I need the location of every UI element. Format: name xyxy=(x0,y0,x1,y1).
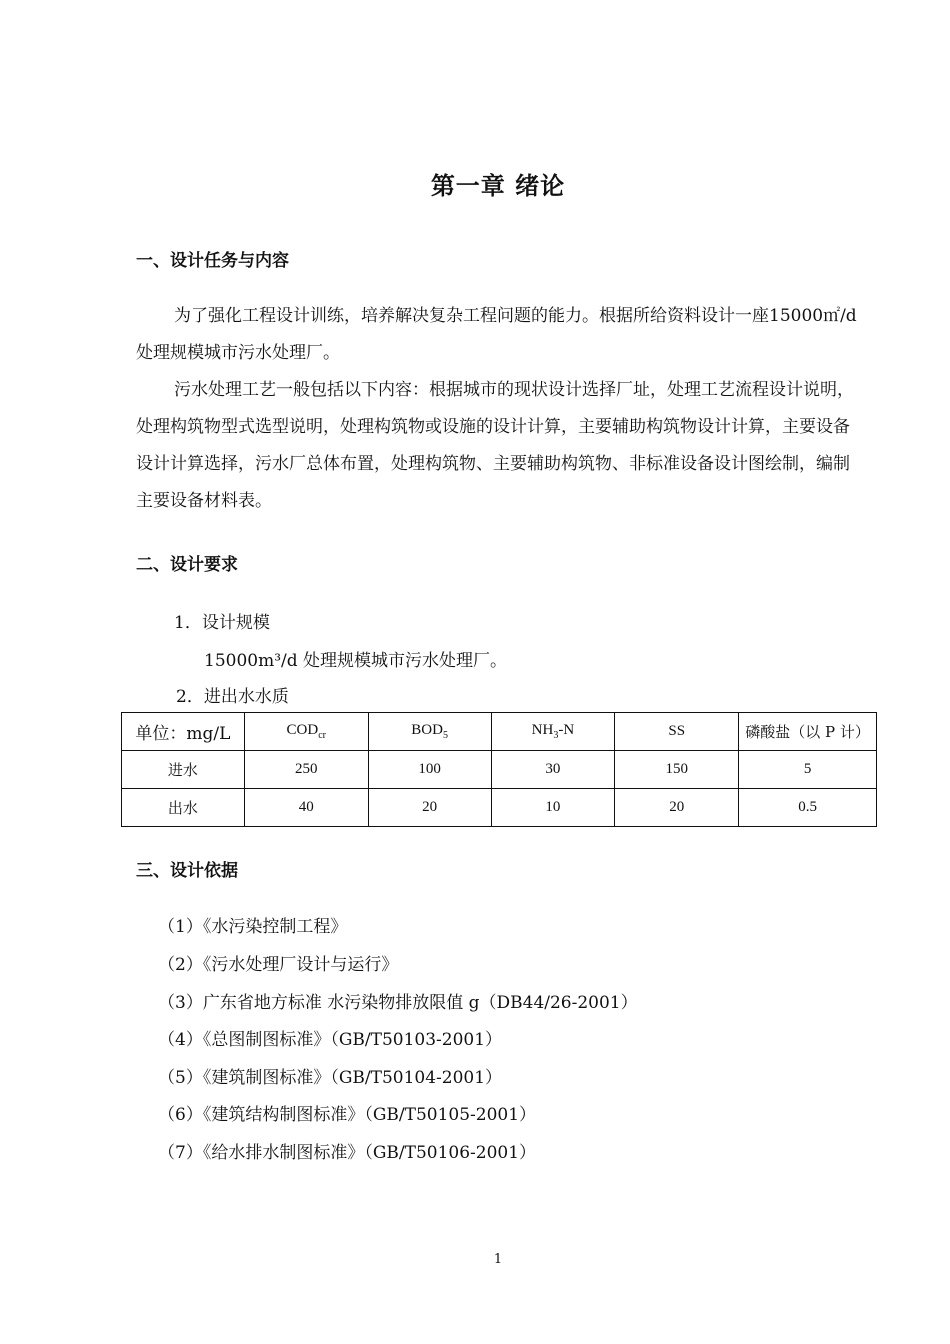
table-header-cod: $COD_{cr}$ xyxy=(244,713,368,751)
table-row xyxy=(122,789,877,827)
section-heading-requirements: 二、设计要求 xyxy=(136,555,238,575)
table-cell: 20 xyxy=(615,789,739,827)
table-cell: 20 xyxy=(368,789,491,827)
reference-item: （1）《水污染控制工程》 xyxy=(158,917,348,937)
requirement-scale-text: 15000m³/d 处理规模城市污水处理厂。 xyxy=(204,651,508,671)
reference-item: （7）《给水排水制图标准》（GB/T50106-2001） xyxy=(158,1143,537,1163)
table-header-ss: SS xyxy=(615,713,739,751)
table-cell: 40 xyxy=(244,789,368,827)
section-heading-basis: 三、设计依据 xyxy=(136,861,238,881)
table-row-label: 出水 xyxy=(122,789,245,827)
requirement-water-quality-title: 2．进出水水质 xyxy=(176,687,289,707)
reference-item: （6）《建筑结构制图标准》（GB/T50105-2001） xyxy=(158,1105,537,1125)
reference-item: （5）《建筑制图标准》（GB/T50104-2001） xyxy=(158,1068,503,1088)
table-header-row xyxy=(122,713,877,751)
water-quality-table xyxy=(121,712,877,827)
reference-item: （2）《污水处理厂设计与运行》 xyxy=(158,955,399,975)
requirement-scale-title: 1．设计规模 xyxy=(174,613,270,633)
paragraph-task-content xyxy=(136,372,860,520)
paragraph-text: 为了强化工程设计训练，培养解决复杂工程问题的能力。根据所给资料设计一座15000㎡/d 处理规模城市污水处理厂。 xyxy=(136,306,857,363)
table-cell: 100 xyxy=(368,751,491,789)
table-cell: 10 xyxy=(491,789,615,827)
table-unit-cell: 单位：mg/L xyxy=(122,713,245,751)
reference-item: （4）《总图制图标准》（GB/T50103-2001） xyxy=(158,1030,503,1050)
table-cell: 0.5 xyxy=(739,789,877,827)
table-row-label: 进水 xyxy=(122,751,245,789)
chapter-title: 第一章 绪论 xyxy=(430,172,566,200)
table-cell: 150 xyxy=(615,751,739,789)
table-row xyxy=(122,751,877,789)
section-heading-task: 一、设计任务与内容 xyxy=(136,251,289,271)
paragraph-text: 污水处理工艺一般包括以下内容：根据城市的现状设计选择厂址，处理工艺流程设计说明，处理构筑物型式选型说明，处理构筑物或设施的设计计算，主要辅助构筑物设计计算，主要设备设计计算选择，污水厂总体布置，处理构筑物、主要辅助构筑物、非标准设备设计图绘制，编制主要设备材料表。 xyxy=(136,380,854,511)
table-cell: 250 xyxy=(244,751,368,789)
table-header-phosphate: 磷酸盐（以 P 计） xyxy=(739,713,877,751)
table-cell: 30 xyxy=(491,751,615,789)
paragraph-task-purpose xyxy=(136,298,860,372)
table-header-nh3n: $NH_3-N$ xyxy=(491,713,615,751)
table-cell: 5 xyxy=(739,751,877,789)
page-number: 1 xyxy=(493,1252,503,1267)
table-header-bod: $BOD_5$ xyxy=(368,713,491,751)
reference-item: （3）广东省地方标准 水污染物排放限值 g（DB44/26-2001） xyxy=(158,993,638,1013)
